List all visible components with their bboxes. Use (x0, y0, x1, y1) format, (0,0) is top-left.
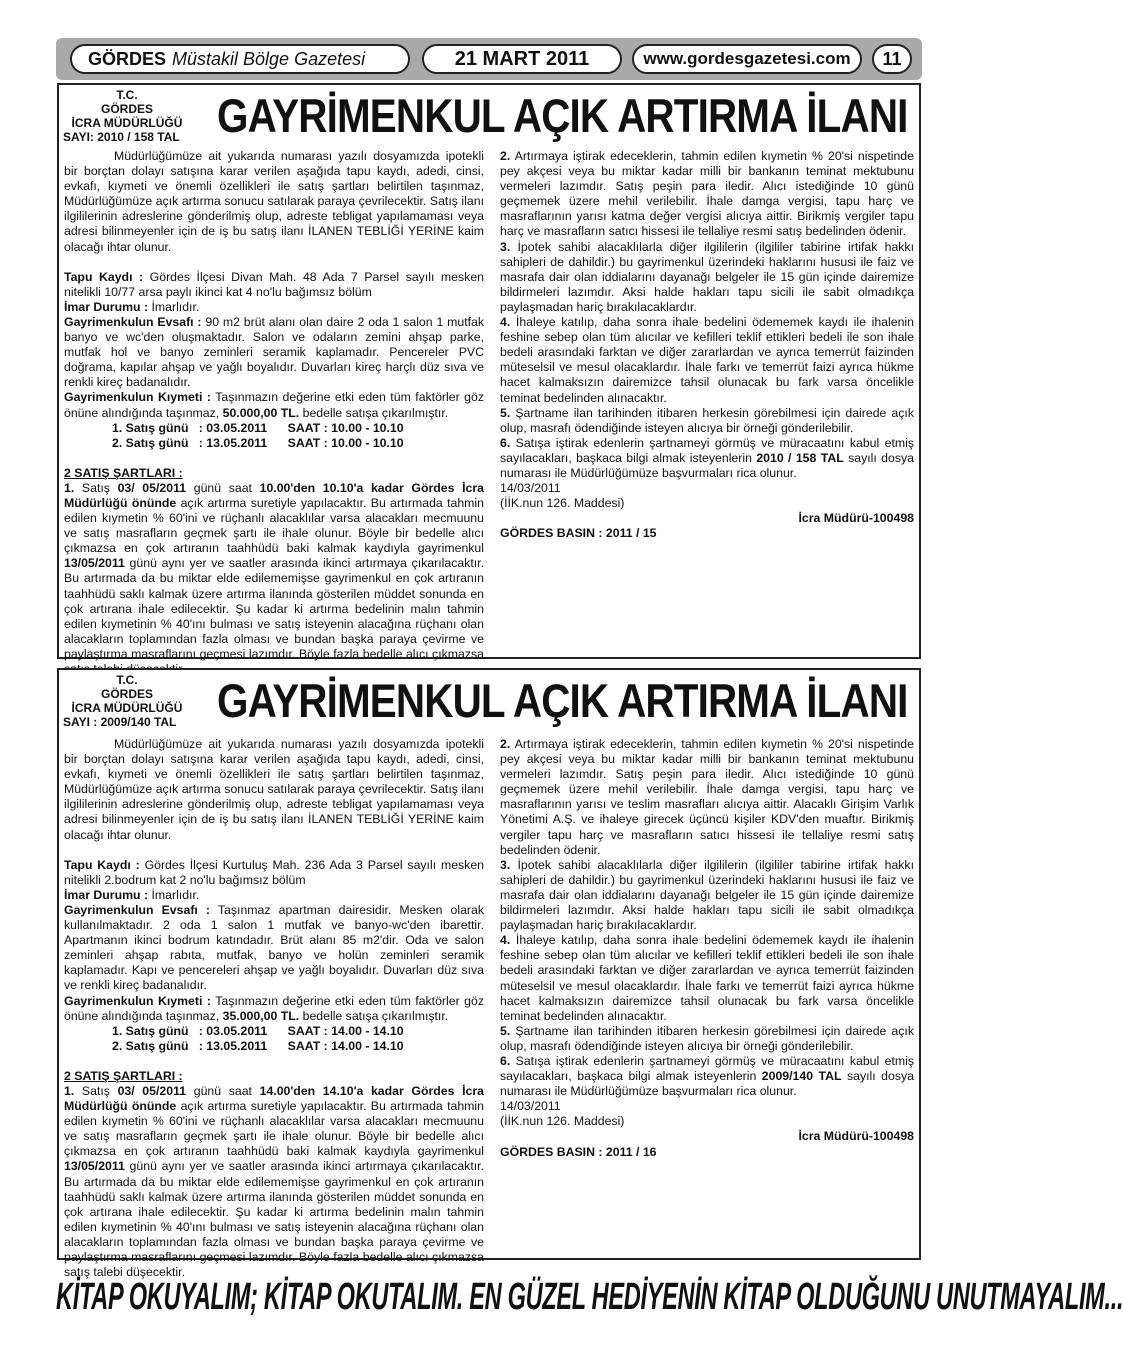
auction-notice-2 (57, 668, 921, 1280)
condition-4: 4. İhaleye katılıp, daha sonra ihale bedelini ödememek kaydı ile ihalenin feshine sebep olan tüm alıcılar ve kefilleri teklif ettikleri bedeli ile son ihale bedeli arasındaki farktan ve diğer zararlardan ve ayrıca temerrüt faizinden müteselsil ve mesul olacaklardır. İhale farkı ve temerrüt faizi ayrıca hükme hacet kalmaksızın dairemizce tahsil olunacak bu fark varsa öncelikle teminat bedelinden alınacaktır. (500, 315, 915, 405)
condition-1: 1. Satış 03/ 05/2011 günü saat 14.00'den 14.10'a kadar Gördes İcra Müdürlüğü önünde açık artırma suretiyle yapılacaktır. Bu artırmada tahmin edilen kıymetin % 60'ini ve rüçhanlı alacaklılar varsa alacakları mecmuunu ve satış masrafların geçmek şartı ile ihale olunur. Böyle bir bedelle alıcı çıkmazsa en çok artıranın taahhüdü baki kalmak kaydıyla gayrimenkul 13/05/2011 günü aynı yer ve saatler arasında ikinci artırmaya çıkarılacaktır. Bu artırmada da bu miktar elde edilememişse gayrimenkul en çok artıranın taahhüdü saklı kalmak üzere artırma ilanında gösterilen müddet sonunda en çok artırana ihale edilecektir. Şu kadar ki artırma bedelinin malın tahmin edilen kıymetinin % 40'ını bulması ve satış isteyenin alacağına rüçhanı olan alacakların toplamından fazla olması ve bundan başka paraya çevirme ve paylaştırma masraflarını geçmesi lazımdır. Böyle fazla bedelle alıcı çıkmazsa satış talebi düşecektir. (64, 1083, 484, 1280)
sale-date-2: 2. Satış günü : 13.05.2011 SAAT : 14.00 - 14.10 (112, 1038, 404, 1053)
right-column (500, 737, 914, 1160)
property-description: Gayrimenkulun Evsafı : 90 m2 brüt alanı olan daire 2 oda 1 salon 1 mutfak banyo ve wc'den oluşmaktadır. Salon ve odaların zemini ahşap parke, mutfak hol ve banyo zeminleri seramik kaplamadır. Pencereler PVC doğrama, kapılar ahşap ve yağlı boyalıdır. Duvarları kireç harçlı düz sıva ve renkli kireç badanalıdır. (64, 314, 485, 390)
condition-1: 1. Satış 03/ 05/2011 günü saat 10.00'den 10.10'a kadar Gördes İcra Müdürlüğü önünde açık artırma suretiyle yapılacaktır. Bu artırmada tahmin edilen kıymetin % 60'ini ve rüçhanlı alacaklılar varsa alacakları mecmuunu ve satış masrafların geçmek şartı ile ihale olunur. Böyle bir bedelle alıcı çıkmazsa en çok artıranın taahhüdü baki kalmak kaydıyla gayrimenkul 13/05/2011 günü aynı yer ve saatler arasında ikinci artırmaya çıkarılacaktır. Bu artırmada da bu miktar elde edilememişse gayrimenkul en çok artıranın taahhüdü saklı kalmak üzere artırma ilanında gösterilen müddet sonunda en çok artırana ihale edilecektir. Şu kadar ki artırma bedelinin malın tahmin edilen kıymetinin % 40'ını bulması ve satış isteyenin alacağına rüçhanı olan alacakların toplamından fazla olması ve bundan başka paraya çevirme ve paylaştırma masraflarını geçmesi lazımdır. Böyle fazla bedelle alıcı çıkmazsa (64, 480, 484, 661)
issue-date: 21 MART 2011 (422, 44, 622, 74)
office-line: İCRA MÜDÜRLÜĞÜ (71, 116, 183, 130)
condition-5: 5. Şartname ilan tarihinden itibaren herkesin görebilmesi için dairede açık olup, masrafı ödendiğinde isteyen alıcıya bir örneği gönderilebilir. (500, 1023, 914, 1053)
office-line: İCRA MÜDÜRLÜĞÜ (71, 701, 183, 715)
office-line: GÖRDES (100, 687, 153, 701)
law-reference: (İİK.nun 126. Maddesi) (500, 496, 625, 511)
sale-date-1: 1. Satış günü : 03.05.2011 SAAT : 10.00 - 10.10 (112, 420, 404, 435)
intro-paragraph: Müdürlüğümüze ait yukarıda numarası yazılı dosyamızda ipotekli bir borçtan dolayı satışına karar verilen aşağıda tapu kaydı, adedi, cinsi, evkafı, kıymeti ve önemli özellikleri ile satış şartları belirtilen taşınmaz, Müdürlüğümüze açık artırma sonucu satılarak paraya çevrilecektir. Satış ilanı ilgililerinin adreslerine gönderilmiş olup, adreste tebligat yapılamaması veya adresi bilinmeyenler için de iş bu satış ilanı İLANEN TEBLİĞİ YERİNE kaim olacağı ihtar olunur. (64, 149, 484, 254)
file-reference: SAYI: 2010 / 158 TAL (63, 130, 180, 144)
website-link[interactable]: www.gordesgazetesi.com (632, 44, 862, 74)
condition-5: 5. Şartname ilan tarihinden itibaren herkesin görebilmesi için dairede açık olup, masrafı ödendiğinde isteyen alıcıya bir örneği gönderilebilir. (500, 405, 914, 435)
property-value: Gayrimenkulun Kıymeti : Taşınmazın değerine etki eden tüm faktörler göz önüne alındığında taşınmaz, 35.000,00 TL. bedelle satışa çıkarılmıştır. (64, 993, 484, 1023)
sale-date-2: 2. Satış günü : 13.05.2011 SAAT : 10.00 - 10.10 (112, 435, 404, 450)
sale-date-1: 1. Satış günü : 03.05.2011 SAAT : 14.00 - 14.10 (112, 1023, 404, 1038)
zoning-status: İmar Durumu : İmarlıdır. (64, 299, 200, 314)
office-block (63, 673, 191, 729)
tapu-record: Tapu Kaydı : Gördes İlçesi Divan Mah. 48 Ada 7 Parsel sayılı mesken nitelikli 10/77 arsa paylı ikinci kat 4 no'lu bağımsız bölüm (64, 269, 484, 299)
zoning-status: İmar Durumu : İmarlıdır. (64, 887, 200, 902)
office-line: T.C. (116, 673, 138, 687)
page-number: 11 (872, 44, 912, 74)
notice-date: 14/03/2011 (500, 481, 561, 496)
conditions-heading: 2 SATIŞ ŞARTLARI : (64, 1068, 183, 1083)
law-reference: (İİK.nun 126. Maddesi) (500, 1114, 625, 1129)
newspaper-subtitle: Müstakil Bölge Gazetesi (172, 48, 366, 69)
conditions-heading: 2 SATIŞ ŞARTLARI : (64, 465, 183, 480)
file-reference: SAYI : 2009/140 TAL (63, 715, 177, 729)
left-column (64, 149, 484, 677)
condition-2: 2. Artırmaya iştirak edeceklerin, tahmin edilen kıymetin % 20'si nispetinde pey akçesi veya bu miktar kadar milli bir bankanın teminat mektubunu vermeleri lazımdır. Satış peşin para iledir. Alıcı istediğinde 10 günü geçmemek üzere mehil verilebilir. İhale damga vergisi, tapu harç ve masraflarının yarısı ve teslim masrafları alıcıya aittir. Alacaklı Girişim Varlık Yönetimi A.Ş. ve ihaleye girecek üçüncü kişiler KDV'den muaftır. Birikmiş vergiler tapu harç ve masrafların satıcı hissesi ile tellaliye resmi satış bedelinden ödenir. (500, 737, 914, 857)
newspaper-name-bold: GÖRDES (88, 48, 167, 69)
condition-3: 3. İpotek sahibi alacaklılarla diğer ilgililerin (ilgililer tabirine irtifak hakkı sahipleri de dahildir.) bu gayrimenkul üzerindeki haklarını hususi ile faiz ve masrafa dair olan iddialarını dayanağı belgeler ile 15 gün içinde dairemize bildirmeleri lazımdır. Aksi halde hakları tapu sicili ile sabit olmadıkça paylaşmadan hariç bırakılacaklardır. (500, 239, 914, 314)
office-block (63, 88, 191, 144)
signature: İcra Müdürü-100498 (798, 511, 914, 526)
press-reference: GÖRDES BASIN : 2011 / 16 (500, 1144, 657, 1159)
notice-title: GAYRİMENKUL AÇIK ARTIRMA İLANI (217, 89, 908, 142)
property-value: Gayrimenkulun Kıymeti : Taşınmazın değerine etki eden tüm faktörler göz önüne alındığında taşınmaz, 50.000,00 TL. bedelle satışa çıkarılmıştır. (64, 390, 484, 420)
condition-6: 6. Satışa iştirak edenlerin şartnameyi görmüş ve müracaatını kabul etmiş sayılacakları, başkaca bilgi almak isteyenlerin 2009/140 TAL sayılı dosya numarası ile Müdürlüğümüze başvurmaları rica olunur. (500, 1053, 914, 1099)
right-column (500, 149, 914, 541)
intro-paragraph: Müdürlüğümüze ait yukarıda numarası yazılı dosyamızda ipotekli bir borçtan dolayı satışına karar verilen aşağıda tapu kaydı, adedi, cinsi, evkafı, kıymeti ve önemli özellikleri ile satış şartları belirtilen taşınmaz, Müdürlüğümüze açık artırma sonucu satılarak paraya çevrilecektir. Satış ilanı ilgililerinin adreslerine gönderilmiş olup, adreste tebligat yapılamaması veya adresi bilinmeyenler için de iş bu satış ilanı İLANEN TEBLİĞİ YERİNE kaim olacağı ihtar olunur. (64, 737, 484, 842)
signature: İcra Müdürü-100498 (798, 1129, 914, 1144)
notice-date: 14/03/2011 (500, 1099, 561, 1114)
property-description: Gayrimenkulun Evsafı : Taşınmaz apartman dairesidir. Mesken olarak kullanılmaktadır. 2 oda 1 salon 1 mutfak ve banyo-wc'den ibarettir. Apartmanın ikinci bodrum katındadır. Brüt alanı 85 m2'dir. Oda ve salon zeminleri ahşap rabıta, mutfak, banyo ve holün zeminleri seramik kaplamadır. Kapı ve pencereleri ahşap ve yağlı boyalıdır. Duvarları düz sıva ve renkli kireç badanalıdır. (64, 902, 484, 993)
condition-6: 6. Satışa iştirak edenlerin şartnameyi görmüş ve müracaatını kabul etmiş sayılacakları, başkaca bilgi almak isteyenlerin 2010 / 158 TAL sayılı dosya numarası ile Müdürlüğümüze başvurmaları rica olunur. (500, 435, 914, 480)
condition-2: 2. Artırmaya iştirak edeceklerin, tahmin edilen kıymetin % 20'si nispetinde pey akçesi veya bu miktar kadar milli bir bankanın teminat mektubunu vermeleri lazımdır. Satış peşin para iledir. Alıcı istediğinde 10 günü geçmemek üzere mehil verilebilir. İhale damga vergisi, tapu harç ve masraflarının yarısı katma değer vergisi alıcıya aittir. Birikmiş vergiler tapu harç ve masrafların satıcı hissesi ile tellaliye resmi satış bedelinden ödenir. (500, 149, 914, 239)
left-column (64, 737, 484, 1280)
auction-notice-1 (57, 83, 921, 659)
condition-3: 3. İpotek sahibi alacaklılarla diğer ilgililerin (ilgililer tabirine irtifak hakkı sahipleri de dahildir.) bu gayrimenkul üzerindeki haklarını hususi ile faiz ve masrafa dair olan iddialarını dayanağı belgeler ile 15 gün içinde dairemize bildirmeleri lazımdır. Aksi halde hakları tapu sicili ile sabit olmadıkça paylaşmadan hariç bırakılacaklardır. (500, 857, 914, 933)
office-line: T.C. (116, 88, 138, 102)
footer-slogan: KİTAP OKUYALIM; KİTAP OKUTALIM. EN GÜZEL HEDİYENİN KİTAP OLDUĞUNU UNUTMAYALIM... (56, 1276, 1123, 1318)
condition-4: 4. İhaleye katılıp, daha sonra ihale bedelini ödememek kaydı ile ihalenin feshine sebep olan tüm alıcılar ve kefilleri teklif ettikleri bedeli ile son ihale bedeli arasındaki farktan ve diğer zararlardan ve ayrıca temerrüt faizinden müteselsil ve mesul olacaklardır. İhale farkı ve temerrüt faizi ayrıca hükme hacet kalmaksızın dairemizce tahsil olunacak bu fark varsa öncelikle teminat bedelinden alınacaktır. (500, 933, 915, 1023)
newspaper-name (70, 44, 410, 74)
tapu-record: Tapu Kaydı : Gördes İlçesi Kurtuluş Mah. 236 Ada 3 Parsel sayılı mesken nitelikli 2.bodrum kat 2 no'lu bağımsız bölüm (64, 857, 485, 887)
press-reference: GÖRDES BASIN : 2011 / 15 (500, 526, 657, 541)
office-line: GÖRDES (100, 102, 153, 116)
notice-title: GAYRİMENKUL AÇIK ARTIRMA İLANI (217, 674, 908, 727)
